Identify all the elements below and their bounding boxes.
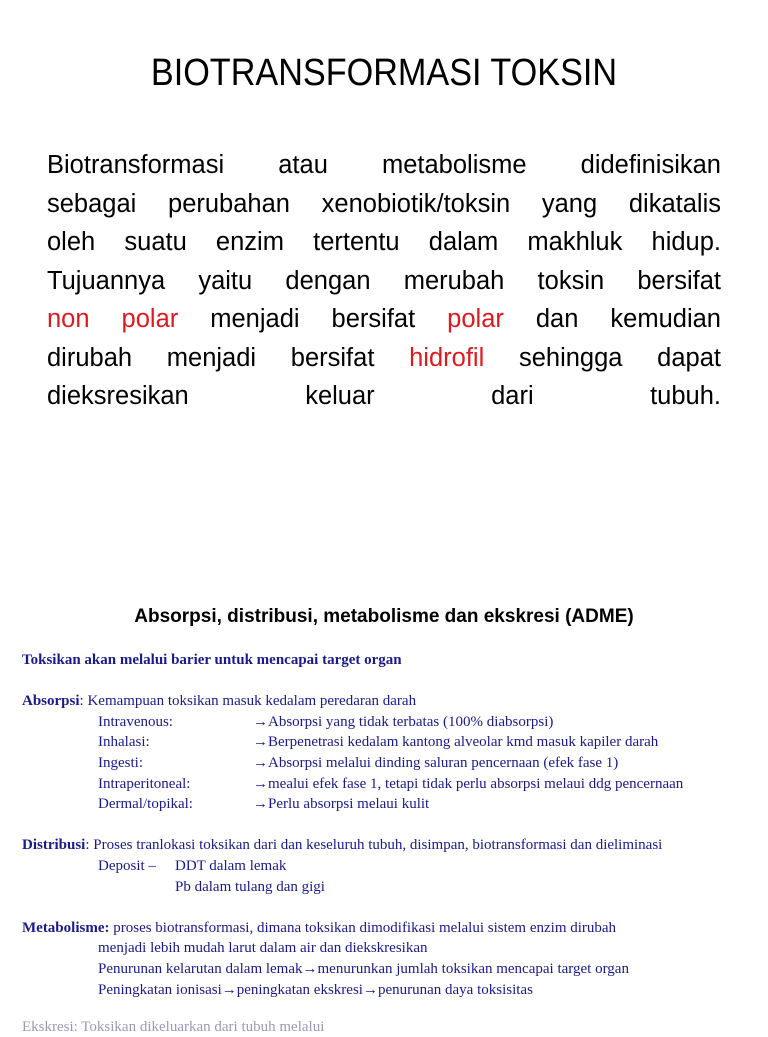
absorpsi-definition: [22, 691, 762, 712]
route-row: [22, 753, 762, 774]
definition-paragraph: [47, 146, 721, 416]
distribusi-desc: : Proses tranlokasi toksikan dari dan keseluruh tubuh, disimpan, biotransformasi dan dieliminasi: [85, 837, 663, 854]
paragraph-text: dirubah menjadi bersifat: [47, 343, 410, 372]
slide-adme: [0, 580, 768, 1035]
route-name: Dermal/topikal:: [98, 796, 193, 813]
absorpsi-label: Absorpsi: [22, 693, 80, 710]
slide-title: BIOTRANSFORMASI TOKSIN: [150, 52, 618, 94]
paragraph-line: [47, 300, 721, 339]
route-row: [22, 794, 762, 815]
route-effect: →Perlu absorpsi melaui kulit: [253, 796, 430, 813]
metabolisme-label: Metabolisme:: [22, 919, 110, 936]
paragraph-text: Biotransformasi atau metabolisme didefinisikan: [47, 151, 721, 179]
paragraph-text: dan kemudian: [503, 305, 721, 333]
paragraph-text: sebagai perubahan xenobiotik/toksin yang dikatalis: [47, 189, 721, 218]
paragraph-text: Tujuannya yaitu dengan merubah toksin bersifat: [47, 266, 721, 295]
route-name: Intraperitoneal:: [98, 775, 191, 792]
adme-content: [22, 650, 762, 1037]
deposit-row: [22, 856, 762, 877]
deposit-item: Pb dalam tulang dan gigi: [175, 878, 325, 895]
route-name: Ingesti:: [98, 754, 143, 771]
ekskresi-cutoff-line: Ekskresi: Toksikan dikeluarkan dari tubuh melalui: [22, 1018, 325, 1035]
route-effect: →Berpenetrasi kedalam kantong alveolar kmd masuk kapiler darah: [253, 734, 659, 751]
highlighted-term: non polar: [47, 305, 179, 333]
route-row: [22, 732, 762, 753]
absorpsi-routes: [22, 712, 762, 815]
deposit-row: [22, 877, 762, 898]
deposit-label: Deposit –: [98, 857, 156, 874]
paragraph-line: [47, 377, 721, 416]
route-row: [22, 774, 762, 795]
paragraph-text: dieksresikan keluar dari tubuh.: [47, 382, 721, 410]
adme-heading: Absorpsi, distribusi, metabolisme dan ekskresi (ADME): [134, 606, 634, 627]
distribusi-label: Distribusi: [22, 837, 86, 854]
route-name: Inhalasi:: [98, 734, 150, 751]
route-row: [22, 712, 762, 733]
distribusi-definition: [22, 835, 762, 856]
route-name: Intravenous:: [98, 713, 173, 730]
adme-intro: Toksikan akan melalui barier untuk mencapai target organ: [22, 652, 402, 668]
paragraph-line: [47, 339, 721, 378]
paragraph-text: sehingga dapat: [484, 343, 721, 372]
highlighted-term: polar: [447, 305, 504, 333]
metabolisme-line: menjadi lebih mudah larut dalam air dan diekskresikan: [98, 940, 428, 957]
route-effect: →mealui efek fase 1, tetapi tidak perlu absorpsi melaui ddg pencernaan: [253, 775, 684, 792]
highlighted-term: hidrofil: [409, 343, 485, 372]
paragraph-line: [47, 223, 721, 262]
route-effect: →Absorpsi yang tidak terbatas (100% diabsorpsi): [253, 713, 554, 730]
paragraph-line: [47, 262, 721, 301]
metabolisme-line: Peningkatan ionisasi→peningkatan ekskresi→penurunan daya toksisitas: [98, 981, 533, 998]
paragraph-line: [47, 185, 721, 224]
metabolisme-definition: [22, 918, 762, 939]
deposit-item: DDT dalam lemak: [175, 857, 287, 874]
route-effect: →Absorpsi melalui dinding saluran pencernaan (efek fase 1): [253, 754, 619, 771]
paragraph-text: menjadi bersifat: [178, 305, 448, 333]
absorpsi-desc: : Kemampuan toksikan masuk kedalam peredaran darah: [79, 693, 417, 710]
metabolisme-line: Penurunan kelarutan dalam lemak→menurunkan jumlah toksikan mencapai target organ: [98, 960, 629, 977]
paragraph-text: oleh suatu enzim tertentu dalam makhluk hidup.: [47, 228, 721, 256]
metabolisme-desc: proses biotransformasi, dimana toksikan dimodifikasi melalui sistem enzim dirubah: [109, 919, 617, 936]
paragraph-line: [47, 146, 721, 185]
